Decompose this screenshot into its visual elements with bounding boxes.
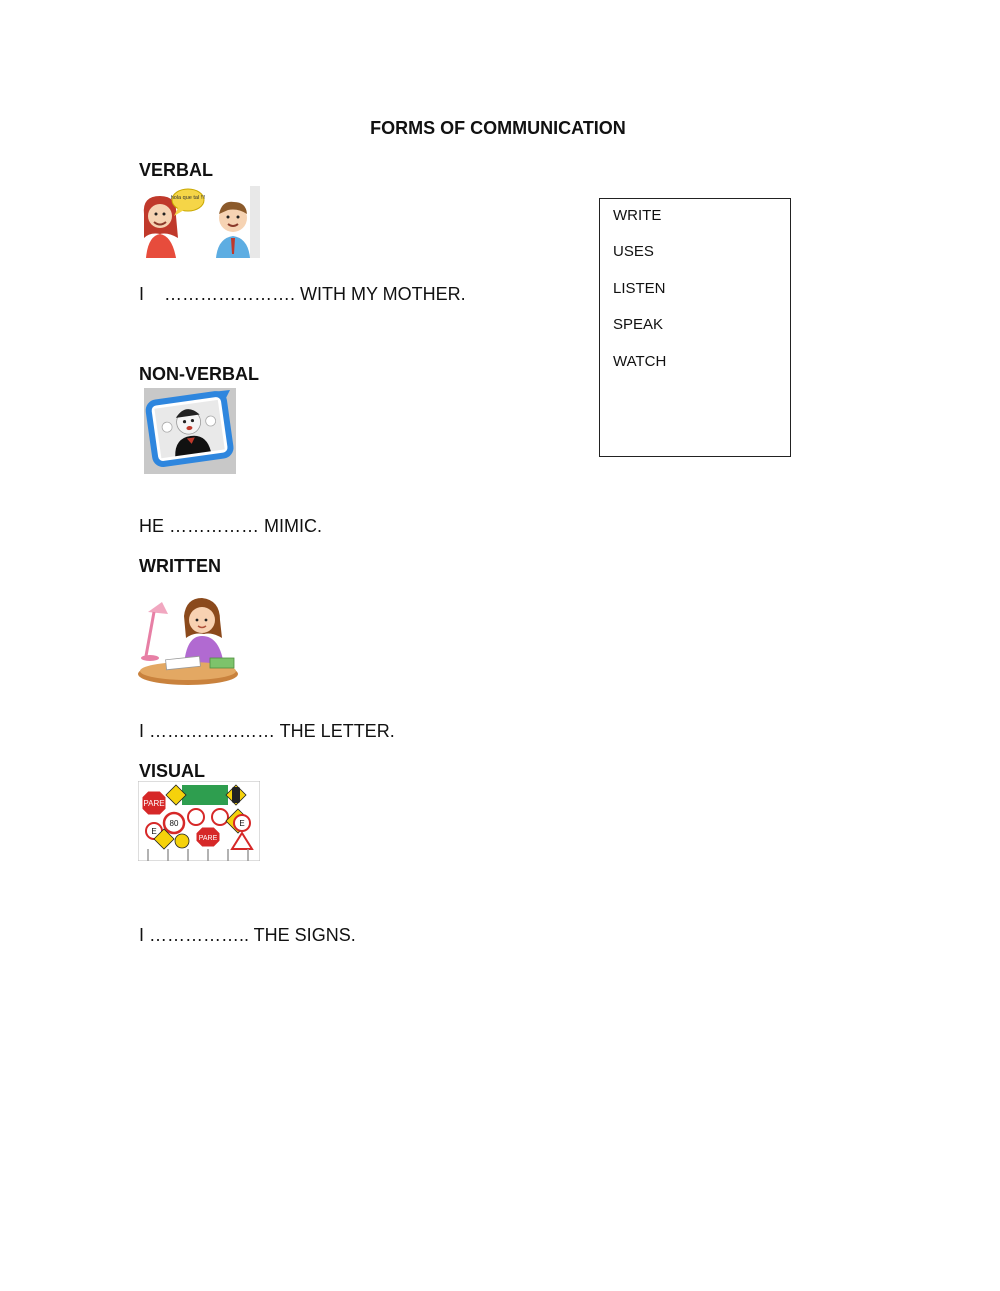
speech-bubble-text: hola que tal !!! — [170, 195, 206, 201]
traffic-signs-icon — [138, 781, 260, 861]
section-heading-visual: VISUAL — [139, 761, 206, 781]
sentence-visual: I …………….. THE SIGNS. — [139, 925, 356, 945]
sentence-verbal: I …………………. WITH MY MOTHER. — [139, 284, 466, 304]
word-bank-item: WRITE — [613, 207, 662, 224]
page-title: FORMS OF COMMUNICATION — [370, 118, 626, 138]
sign-text-e-1: E — [151, 827, 157, 836]
sign-text-speed: 80 — [169, 819, 179, 828]
word-bank-item: LISTEN — [613, 280, 666, 297]
sign-text-pare-2: PARE — [198, 835, 218, 842]
word-bank-item: WATCH — [613, 353, 667, 370]
talking-people-icon — [138, 186, 260, 258]
sentence-non-verbal: HE …………… MIMIC. — [139, 516, 322, 536]
word-bank-item: SPEAK — [613, 316, 664, 333]
mime-icon — [144, 388, 236, 474]
section-heading-written: WRITTEN — [139, 556, 221, 576]
word-bank-item: USES — [613, 243, 654, 260]
sentence-written: I ………………… THE LETTER. — [139, 721, 395, 741]
girl-writing-icon — [138, 592, 242, 686]
word-bank-box — [599, 198, 791, 457]
sign-text-pare-1: PARE — [143, 799, 165, 808]
sign-text-e-2: E — [239, 819, 245, 828]
section-heading-verbal: VERBAL — [139, 160, 214, 180]
section-heading-non-verbal: NON-VERBAL — [139, 364, 259, 384]
